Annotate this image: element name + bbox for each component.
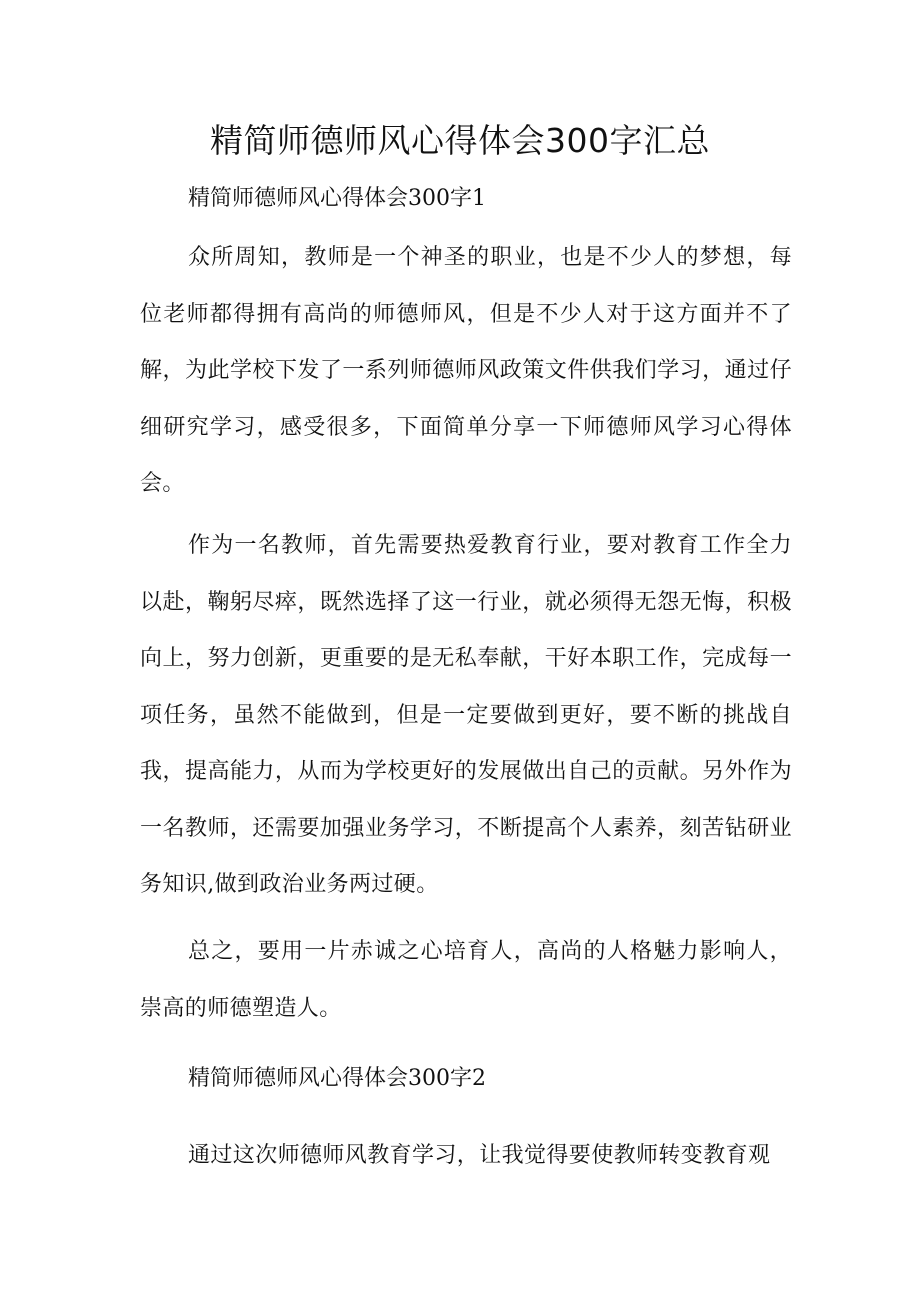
section-heading-2: 精简师德师风心得体会300字2 — [188, 1066, 486, 1091]
paragraph-1-3: 总之，要用一片赤诚之心培育人，高尚的人格魅力影响人，崇高的师德塑造人。 — [140, 939, 792, 1021]
section-heading-1: 精简师德师风心得体会300字1 — [188, 186, 486, 211]
paragraph-2-1: 通过这次师德师风教育学习，让我觉得要使教师转变教育观 — [188, 1143, 771, 1168]
paragraph-1-1: 众所周知，教师是一个神圣的职业，也是不少人的梦想，每位老师都得拥有高尚的师德师风，但是不少人对于这方面并不了解，为此学校下发了一系列师德师风政策文件供我们学习，通过仔细研究学习，感受很多，下面简单分享一下师德师风学习心得体会。 — [140, 245, 792, 496]
paragraph-1-2: 作为一名教师，首先需要热爱教育行业，要对教育工作全力以赴，鞠躬尽瘁，既然选择了这一行业，就必须得无怨无悔，积极向上，努力创新，更重要的是无私奉献，干好本职工作，完成每一项任务，虽然不能做到，但是一定要做到更好，要不断的挑战自我，提高能力，从而为学校更好的发展做出自己的贡献。另外作为一名教师，还需要加强业务学习，不断提高个人素养，刻苦钻研业务知识,做到政治业务两过硬。 — [140, 533, 792, 897]
document-title: 精简师德师风心得体会300字汇总 — [210, 121, 710, 160]
